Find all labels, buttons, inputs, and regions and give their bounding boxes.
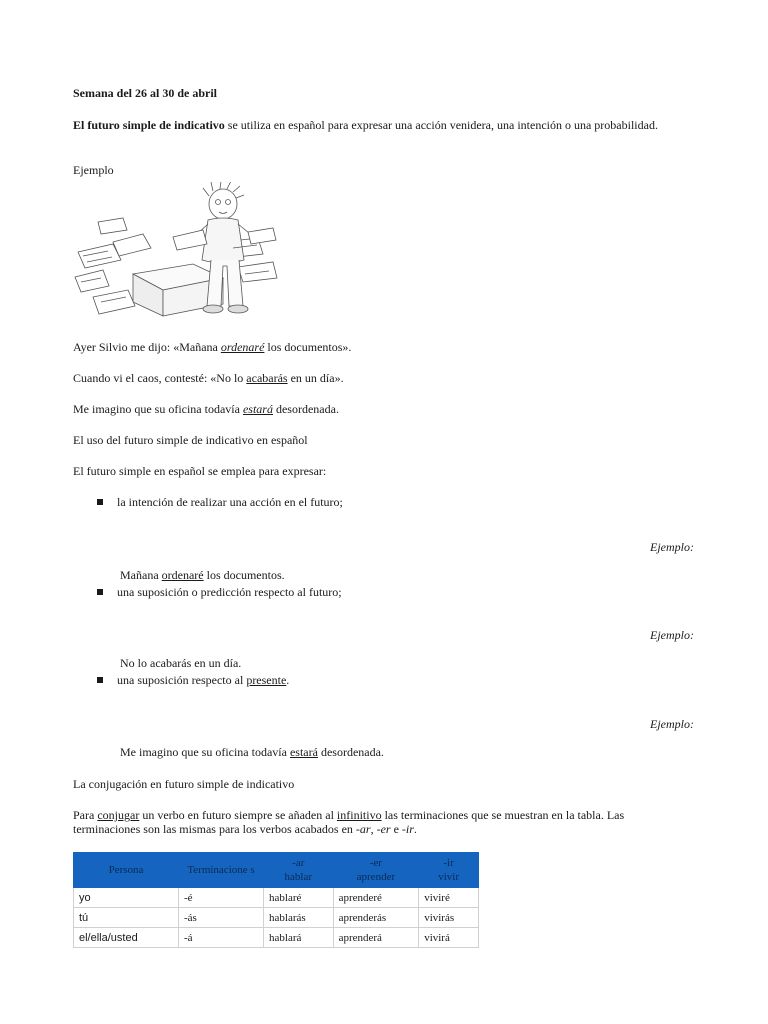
uso-heading: El uso del futuro simple de indicativo en español	[73, 433, 308, 447]
example-heading: Ejemplo	[73, 163, 114, 177]
infinitivo-link[interactable]: infinitivo	[336, 808, 382, 822]
verb-link[interactable]: estará	[289, 745, 318, 759]
table-row: tú -ás hablarás aprenderás vivirás	[74, 908, 479, 928]
bullet-marker	[97, 677, 103, 683]
intro-term: El futuro simple de indicativo	[73, 118, 225, 132]
example-sentence-1: Ayer Silvio me dijo: «Mañana ordenaré los documentos».	[73, 340, 352, 354]
table-row: yo -é hablaré aprenderé viviré	[74, 888, 479, 908]
ejemplo-label: Ejemplo:	[650, 628, 694, 642]
bullet-item: la intención de realizar una acción en el futuro;	[97, 495, 343, 510]
intro-text: se utiliza en español para expresar una acción venidera, una intención o una probabilidad.	[224, 118, 658, 132]
ejemplo-label: Ejemplo:	[650, 540, 694, 554]
verb-link[interactable]: acabarás	[246, 371, 288, 385]
conj-heading: La conjugación en futuro simple de indicativo	[73, 777, 295, 791]
ejemplo-label: Ejemplo:	[650, 717, 694, 731]
header-persona: Persona	[74, 853, 179, 888]
table-header-row	[74, 853, 479, 888]
example-sentence-2: Cuando vi el caos, contesté: «No lo acabarás en un día».	[73, 371, 344, 385]
conjugar-link[interactable]: conjugar	[97, 808, 140, 822]
header-ar: -ar hablar	[264, 853, 334, 888]
verb-link[interactable]: ordenaré	[220, 340, 265, 354]
bullet-marker	[97, 589, 103, 595]
page-title: Semana del 26 al 30 de abril	[73, 86, 218, 100]
table-row: el/ella/usted -á hablará aprenderá vivirá	[74, 928, 479, 948]
example-sentence-3: Me imagino que su oficina todavía estará desordenada.	[73, 402, 339, 416]
intro-paragraph	[73, 118, 693, 132]
conj-paragraph: Para conjugar un verbo en futuro siempre se añaden al infinitivo las terminaciones que se muestran en la tabla. Las terminaciones son las mismas para los verbos acabados en -ar, -er e -ir.	[73, 808, 625, 836]
bullet-item: una suposición respecto al presente.	[97, 673, 289, 688]
verb-link[interactable]: estará	[242, 402, 273, 416]
bullet-example: Me imagino que su oficina todavía estará desordenada.	[120, 745, 384, 759]
conjugation-table	[73, 852, 479, 948]
bullet-marker	[97, 499, 103, 505]
bullet-example: Mañana ordenaré los documentos.	[120, 568, 285, 582]
emplea-text: El futuro simple en español se emplea para expresar:	[73, 464, 327, 478]
bullet-item: una suposición o predicción respecto al futuro;	[97, 585, 342, 600]
bullet-example: No lo acabarás en un día.	[120, 656, 242, 670]
header-ir: -ir vivir	[419, 853, 479, 888]
header-terminaciones: Terminacione s	[179, 853, 264, 888]
messy-office-illustration	[73, 182, 283, 322]
header-er: -er aprender	[333, 853, 419, 888]
verb-link[interactable]: ordenaré	[161, 568, 204, 582]
presente-link[interactable]: presente	[246, 673, 287, 687]
